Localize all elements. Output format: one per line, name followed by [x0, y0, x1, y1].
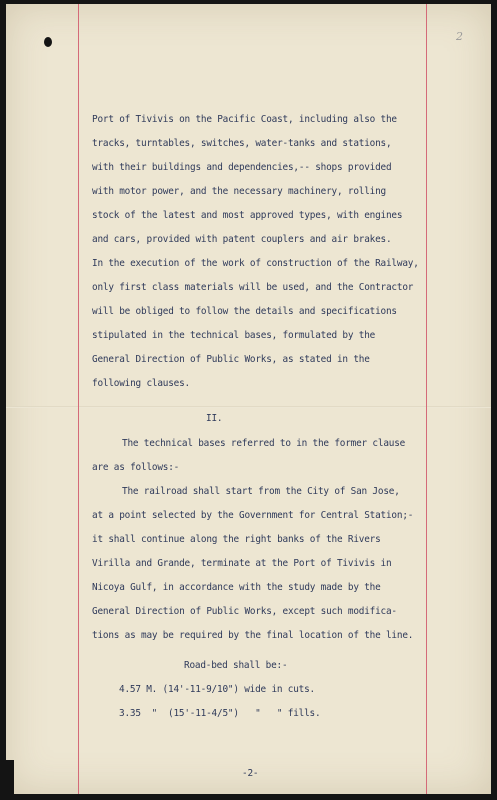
para3-line: The railroad shall start from the City of San Jose,	[122, 486, 400, 497]
para3-line: Nicoya Gulf, in accordance with the study made by the	[92, 582, 381, 593]
para3-line: Virilla and Grande, terminate at the Port of Tivivis in	[92, 558, 392, 569]
roadbed-item: 3.35 " (15'-11-4/5") " " fills.	[119, 708, 321, 719]
para3-line: tions as may be required by the final location of the line.	[92, 630, 414, 641]
para1-line: tracks, turntables, switches, water-tanks and stations,	[92, 138, 392, 149]
footer-page-number: -2-	[242, 768, 259, 779]
para1-line: In the execution of the work of construction of the Railway,	[92, 258, 419, 269]
section-heading: II.	[206, 413, 223, 424]
page-mark: 2	[456, 30, 463, 43]
para1-line: stipulated in the technical bases, formulated by the	[92, 330, 376, 341]
para1-line: and cars, provided with patent couplers and air brakes.	[92, 234, 392, 245]
torn-edge	[0, 590, 6, 628]
para1-line: with their buildings and dependencies,-- shops provided	[92, 162, 392, 173]
para3-line: at a point selected by the Government for Central Station;-	[92, 510, 414, 521]
para1-line: will be obliged to follow the details and specifications	[92, 306, 397, 317]
para1-line: stock of the latest and most approved types, with engines	[92, 210, 403, 221]
left-margin-line	[78, 4, 79, 794]
para2-line: The technical bases referred to in the former clause	[122, 438, 406, 449]
para1-line: Port of Tivivis on the Pacific Coast, including also the	[92, 114, 397, 125]
para1-line: only first class materials will be used, and the Contractor	[92, 282, 414, 293]
para1-line: General Direction of Public Works, as stated in the	[92, 354, 370, 365]
para1-line: following clauses.	[92, 378, 190, 389]
roadbed-item: 4.57 M. (14'-11-9/10") wide in cuts.	[119, 684, 315, 695]
para3-line: General Direction of Public Works, except such modifica-	[92, 606, 397, 617]
right-margin-line	[426, 4, 427, 794]
para1-line: with motor power, and the necessary machinery, rolling	[92, 186, 386, 197]
document-page	[6, 4, 491, 794]
punch-hole	[44, 37, 52, 47]
para2-line: are as follows:-	[92, 462, 180, 473]
roadbed-heading: Road-bed shall be:-	[184, 660, 288, 671]
torn-edge	[0, 760, 14, 794]
para3-line: it shall continue along the right banks of the Rivers	[92, 534, 381, 545]
